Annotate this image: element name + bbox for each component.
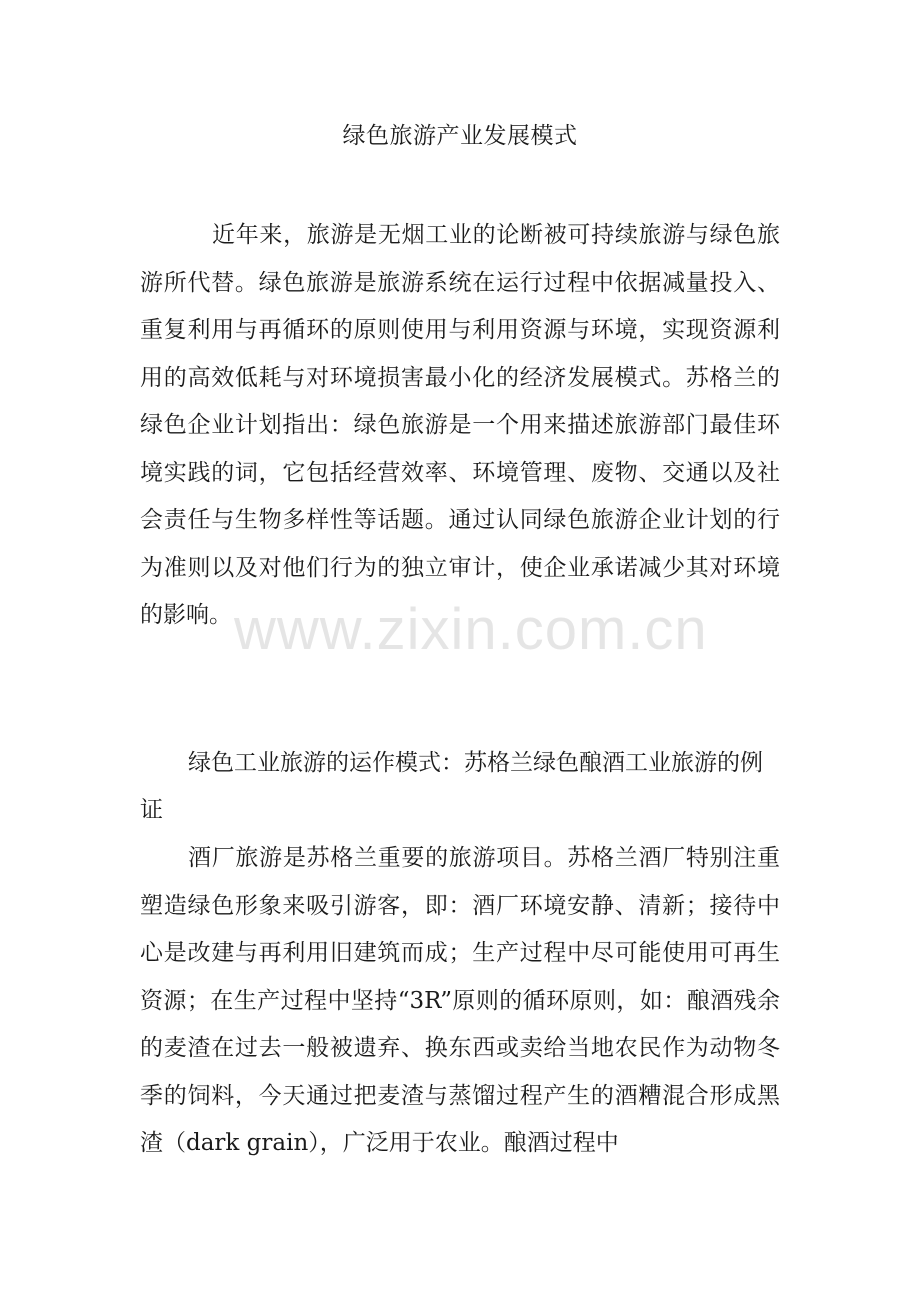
section-heading: 绿色工业旅游的运作模式：苏格兰绿色酿酒工业旅游的例证 — [140, 750, 763, 823]
watermark: www.zixin.com.cn — [234, 597, 708, 662]
body-paragraph-intro: 近年来，旅游是无烟工业的论断被可持续旅游与绿色旅游所代替。绿色旅游是旅游系统在运行过程中依据减量投入、重复利用与再循环的原则使用与利用资源与环境，实现资源利用的高效低耗与对环境损害最小化的经济发展模式。苏格兰的绿色企业计划指出：绿色旅游是一个用来描述旅游部门最佳环境实践的词，它包括经营效率、环境管理、废物、交通以及社会责任与生物多样性等话题。通过认同绿色旅游企业计划的行为准则以及对他们行为的独立审计，使企业承诺减少其对环境的影响。 — [140, 222, 780, 628]
body-paragraph-distillery: 酒厂旅游是苏格兰重要的旅游项目。苏格兰酒厂特别注重塑造绿色形象来吸引游客，即：酒厂环境安静、清新；接待中心是改建与再利用旧建筑而成；生产过程中尽可能使用可再生资源；在生产过程中坚持“3R”原则的循环原则，如：酿酒残余的麦渣在过去一般被遗弃、换东西或卖给当地农民作为动物冬季的饲料，今天通过把麦渣与蒸馏过程产生的酒糟混合形成黑渣（dark grain），广泛用于农业。酿酒过程中 — [140, 845, 780, 1156]
document-title: 绿色旅游产业发展模式 — [342, 123, 578, 149]
